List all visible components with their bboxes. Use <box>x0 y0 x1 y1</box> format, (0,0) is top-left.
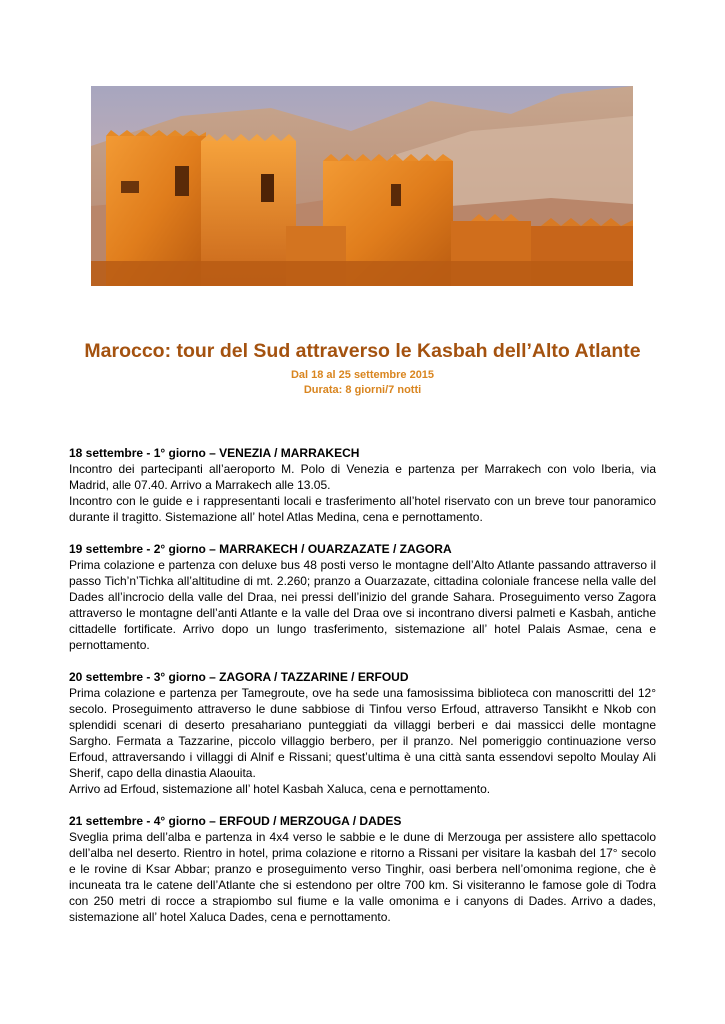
day-heading: 18 settembre - 1° giorno – VENEZIA / MARRAKECH <box>69 446 360 460</box>
day-paragraph: Prima colazione e partenza per Tamegroute, ove ha sede una famosissima biblioteca con manoscritti del 12° secolo. Proseguimento attraverso le dune sabbiose di Tinfou verso Erfoud, attraverso Tansikht e Nkob con splendidi scenari di deserto presahariano punteggiati da villaggi berberi e dai massicci delle montagne Sargho. Fermata a Tazzarine, piccolo villaggio berbero, per il pranzo. Nel pomeriggio continuazione verso Erfoud, attraversando i villaggi di Alnif e Rissani; quest’ultima è una città santa essendovi sepolto Moulay Ali Sherif, capo della dinastia Alaouita. <box>69 686 656 780</box>
day-paragraph: Sveglia prima dell’alba e partenza in 4x4 verso le sabbie e le dune di Merzouga per assistere allo spettacolo dell’alba nel deserto. Rientro in hotel, prima colazione e ritorno a Rissani per visitare la kasbah del 17° secolo e le rovine di Ksar Abbar; pranzo e proseguimento verso Tinghir, oasi berbera nell’omonima regione, che è incuneata tra le catene dell’Atlante che si estendono per oltre 700 km. Si visiteranno le famose gole di Todra con 250 metri di rocce a strapiombo sul fiume e la valle omonima e i canyons di Dades. Arrivo a dades, sistemazione all’ hotel Xaluca Dades, cena e pernottamento. <box>69 830 656 924</box>
day-section <box>69 445 656 525</box>
title-block <box>60 340 665 398</box>
itinerary <box>69 445 656 941</box>
day-paragraph: Incontro dei partecipanti all’aeroporto M. Polo di Venezia e partenza per Marrakech con volo Iberia, via Madrid, alle 07.40. Arrivo a Marrakech alle 13.05. <box>69 462 656 492</box>
kasbah-photo <box>91 86 633 286</box>
day-heading: 20 settembre - 3° giorno – ZAGORA / TAZZARINE / ERFOUD <box>69 670 409 684</box>
tour-dates: Dal 18 al 25 settembre 2015 <box>290 369 435 381</box>
day-paragraph: Prima colazione e partenza con deluxe bus 48 posti verso le montagne dell’Alto Atlante passando attraverso il passo Tich’n’Tichka all’altitudine di mt. 2.260; pranzo a Ouarzazate, cittadina coloniale francese nella valle del Dades all’incrocio della valle del Draa, nei pressi dell’inizio del grande Sahara. Proseguimento verso Zagora attraverso le montagne dell’anti Atlante e la valle del Draa ove si incontrano diversi palmeti e Kasbah, antiche cittadelle fortificate. Arrivo dopo un lungo trasferimento, sistemazione all’ hotel Palais Asmae, cena e pernottamento. <box>69 558 656 652</box>
day-section <box>69 813 656 925</box>
day-heading: 21 settembre - 4° giorno – ERFOUD / MERZOUGA / DADES <box>69 814 402 828</box>
tour-duration: Durata: 8 giorni/7 notti <box>303 384 422 396</box>
day-section <box>69 541 656 653</box>
day-paragraph: Arrivo ad Erfoud, sistemazione all’ hotel Kasbah Xaluca, cena e pernottamento. <box>69 782 491 796</box>
kasbah-illustration <box>91 86 633 286</box>
day-section <box>69 669 656 797</box>
day-paragraph: Incontro con le guide e i rappresentanti locali e trasferimento all’hotel riservato con un breve tour panoramico durante il tragitto. Sistemazione all’ hotel Atlas Medina, cena e pernottamento. <box>69 494 656 524</box>
day-heading: 19 settembre - 2° giorno – MARRAKECH / OUARZAZATE / ZAGORA <box>69 542 452 556</box>
page-title: Marocco: tour del Sud attraverso le Kasbah dell’Alto Atlante <box>84 340 641 362</box>
